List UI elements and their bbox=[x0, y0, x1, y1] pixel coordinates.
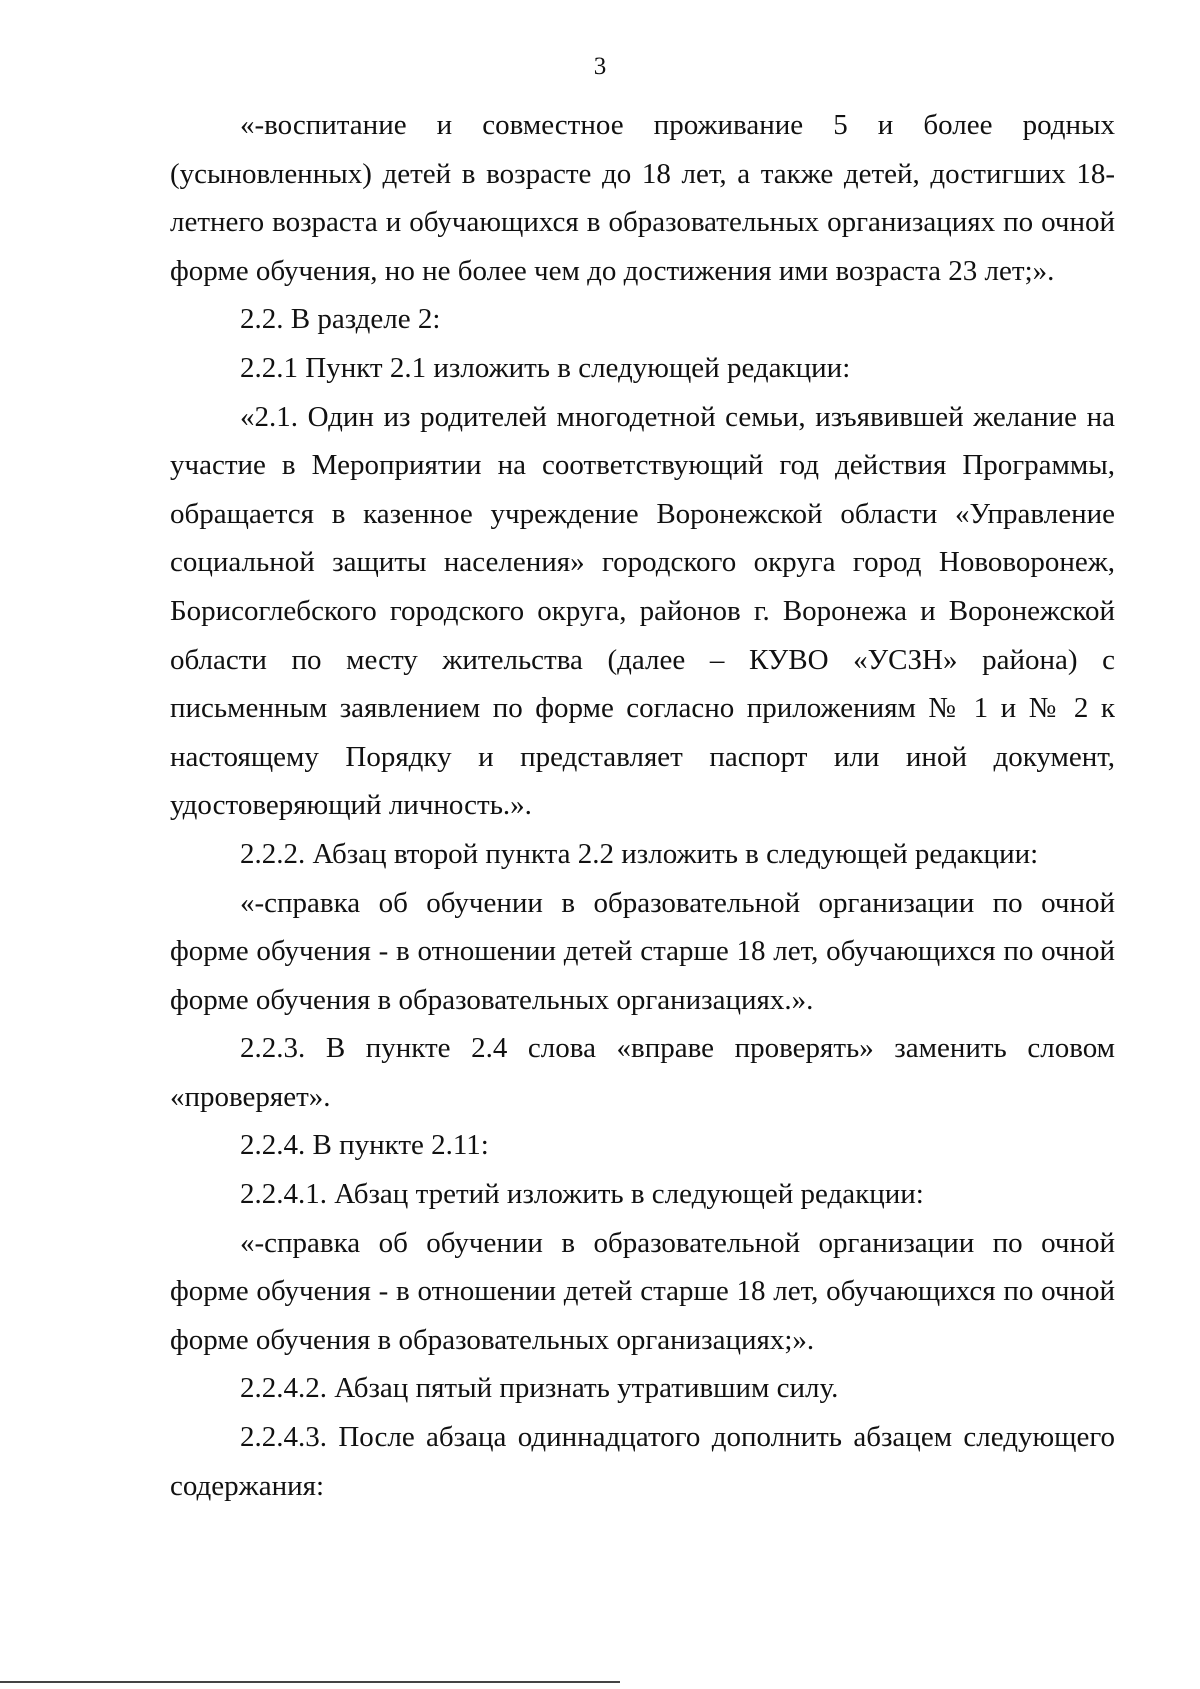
paragraph-quote-certificate-2: «-справка об обучении в образовательной организации по очной форме обучения - в отношении детей старше 18 лет, обучающихся по очной форме обучения в образовательных организациях;». bbox=[170, 1226, 1115, 1356]
page-number: 3 bbox=[593, 53, 607, 80]
bottom-scan-rule bbox=[0, 1681, 620, 1683]
paragraph-quote-certificate-1: «-справка об обучении в образовательной организации по очной форме обучения - в отношении детей старше 18 лет, обучающихся по очной форме обучения в образовательных организациях.». bbox=[170, 886, 1115, 1016]
paragraph-item-2-2-3: 2.2.3. В пункте 2.4 слова «вправе проверять» заменить словом «проверяет». bbox=[170, 1032, 1115, 1113]
paragraph-item-2-2-4-2: 2.2.4.2. Абзац пятый признать утратившим силу. bbox=[240, 1372, 839, 1405]
paragraph-quote-upbringing: «-воспитание и совместное проживание 5 и более родных (усыновленных) детей в возрасте до 18 лет, а также детей, достигших 18-летнего возраста и обучающихся в образовательных организациях по очной форме обучения, но не более чем до достижения ими возраста 23 лет;». bbox=[170, 109, 1115, 287]
document-body bbox=[170, 101, 1115, 1510]
paragraph-item-2-2-4: 2.2.4. В пункте 2.11: bbox=[240, 1129, 489, 1162]
paragraph-item-2-2-4-1: 2.2.4.1. Абзац третий изложить в следующей редакции: bbox=[240, 1178, 924, 1211]
paragraph-quote-2-1: «2.1. Один из родителей многодетной семьи, изъявившей желание на участие в Мероприятии на соответствующий год действия Программы, обращается в казенное учреждение Воронежской области «Управление социальной защиты населения» городского округа город Нововоронеж, Борисоглебского городского округа, районов г. Воронежа и Воронежской области по месту жительства (далее – КУВО «УСЗН» района) с письменным заявлением по форме согласно приложениям № 1 и № 2 к настоящему Порядку и представляет паспорт или иной документ, удостоверяющий личность.». bbox=[170, 400, 1115, 822]
paragraph-section-2-2: 2.2. В разделе 2: bbox=[240, 303, 441, 336]
paragraph-item-2-2-4-3: 2.2.4.3. После абзаца одиннадцатого дополнить абзацем следующего содержания: bbox=[170, 1421, 1115, 1502]
paragraph-item-2-2-1: 2.2.1 Пункт 2.1 изложить в следующей редакции: bbox=[240, 351, 851, 384]
paragraph-item-2-2-2: 2.2.2. Абзац второй пункта 2.2 изложить в следующей редакции: bbox=[240, 837, 1039, 870]
